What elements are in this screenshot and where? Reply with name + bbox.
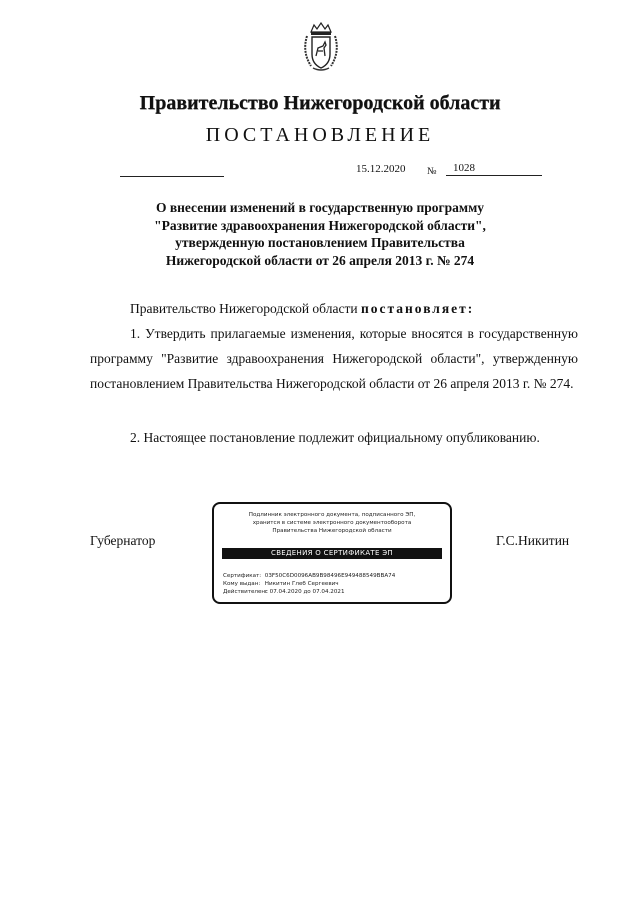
- validity-row: [223, 588, 395, 596]
- decree-word: постановляет:: [360, 301, 475, 316]
- validity-value: с 07.04.2020 до 07.04.2021: [264, 589, 345, 595]
- owner-label: Кому выдан:: [223, 581, 261, 587]
- item-2-paragraph: 2. Настоящее постановление подлежит официальному опубликованию.: [130, 430, 540, 445]
- intro-text: Правительство Нижегородской области: [130, 301, 361, 316]
- subject-line: "Развитие здравоохранения Нижегородской области",: [154, 217, 486, 233]
- organization-title: Правительство Нижегородской области: [139, 92, 501, 114]
- document-subject: [100, 199, 540, 269]
- document-type: ПОСТАНОВЛЕНИЕ: [205, 124, 435, 146]
- subject-line: утвержденную постановлением Правительства: [175, 235, 465, 250]
- certificate-row: [223, 572, 395, 580]
- document-number: [446, 162, 542, 176]
- certificate-info-bar: СВЕДЕНИЯ О СЕРТИФИКАТЕ ЭП: [222, 548, 442, 559]
- stamp-header-line: хранится в системе электронного документооборота: [252, 520, 412, 526]
- certificate-details: [223, 572, 395, 596]
- signer-position: Губернатор: [90, 533, 156, 548]
- certificate-label: Сертификат:: [223, 573, 262, 579]
- owner-value: Никитин Глеб Сергеевич: [264, 581, 339, 587]
- signer-name: Г.С.Никитин: [496, 533, 570, 548]
- stamp-header-line: Подлинник электронного документа, подписанного ЭП,: [248, 512, 416, 518]
- intro-paragraph: [130, 296, 578, 321]
- subject-line: О внесении изменений в государственную программу: [155, 200, 485, 215]
- subject-line: Нижегородской области от 26 апреля 2013 г. № 274: [165, 252, 475, 268]
- coat-of-arms-icon: [301, 22, 341, 72]
- document-date: 15.12.2020: [356, 163, 406, 175]
- document-number-value: 1028: [453, 162, 475, 174]
- blank-line: [120, 176, 224, 177]
- number-sign: №: [427, 166, 437, 177]
- owner-row: [223, 580, 395, 588]
- electronic-signature-stamp: [212, 502, 452, 604]
- validity-label: Действителен:: [223, 589, 267, 595]
- item-1-paragraph: 1. Утвердить прилагаемые изменения, которые вносятся в государственную программу "Развитие здравоохранения Нижегородской области", утвержденную постановлением Правительства Нижегородской области от 26 апреля 2013 г. № 274.: [90, 326, 578, 391]
- stamp-header: [214, 511, 450, 535]
- stamp-header-line: Правительства Нижегородской области: [272, 528, 392, 534]
- certificate-value: 03F50C6D0096AB9B98496E949488549BBA74: [264, 573, 396, 579]
